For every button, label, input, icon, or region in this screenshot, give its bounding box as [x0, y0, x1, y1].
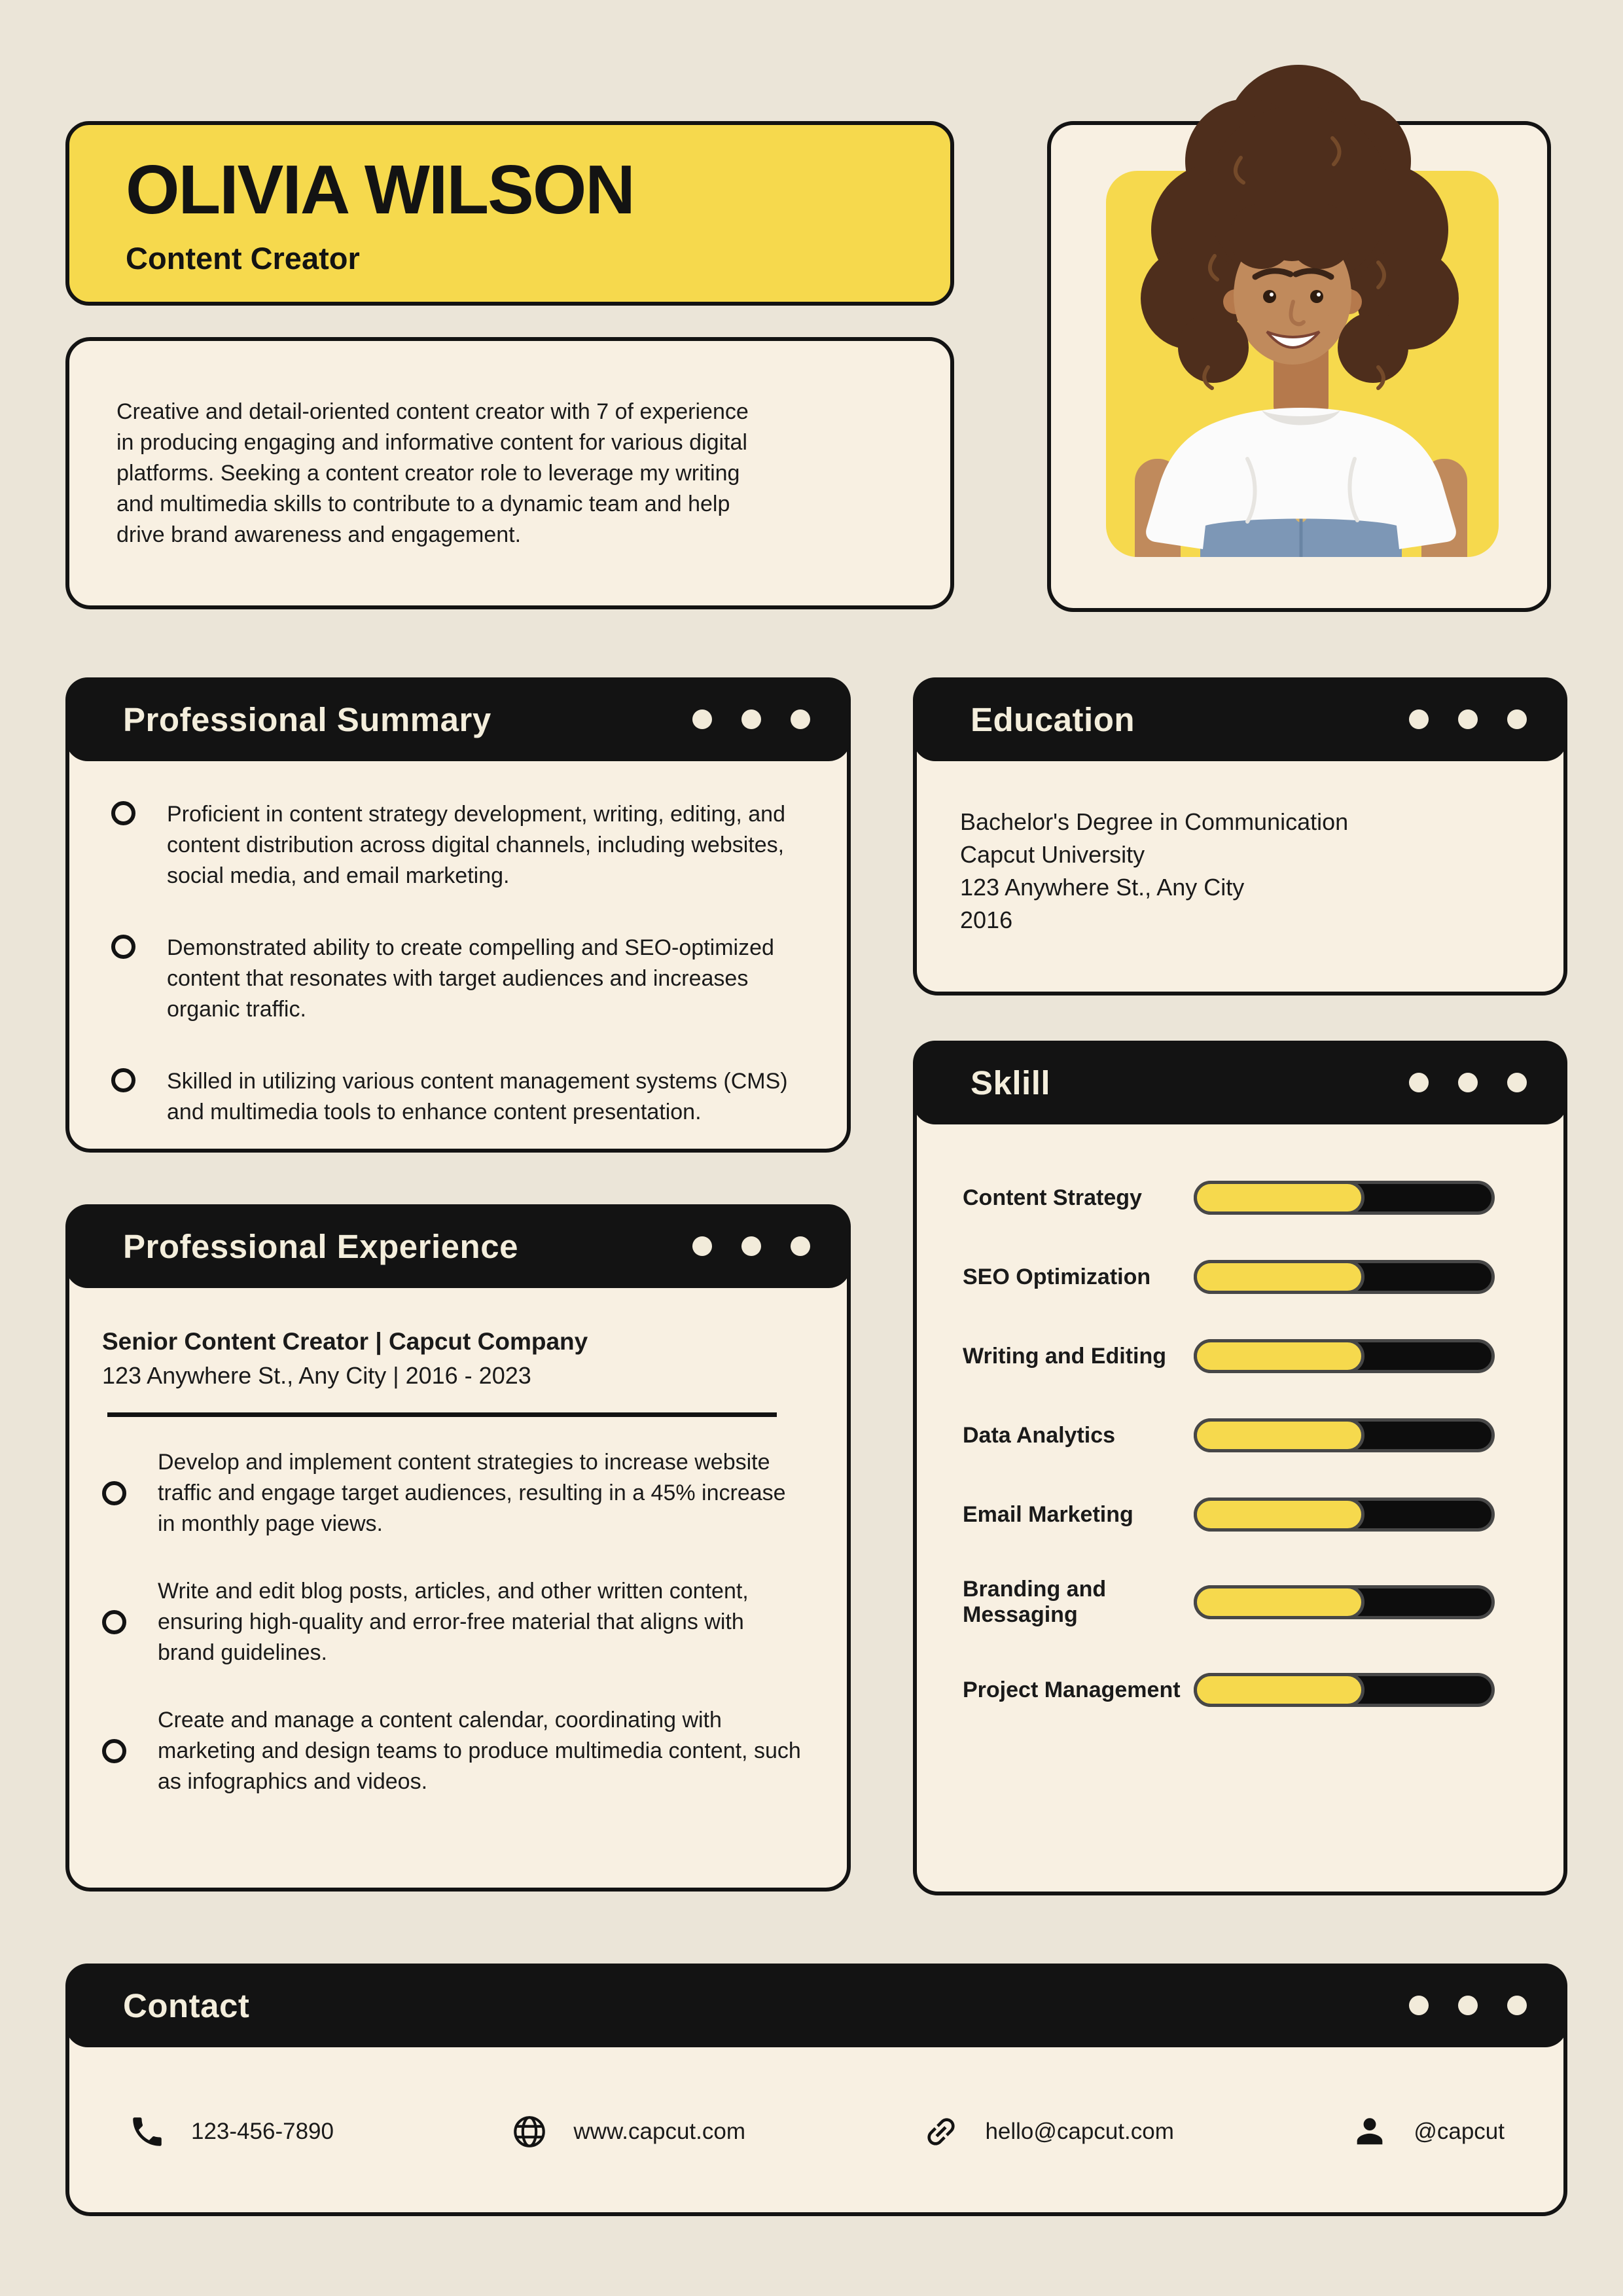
person-name: OLIVIA WILSON — [126, 151, 634, 228]
contact-handle — [1351, 2113, 1505, 2151]
skill-progress-fill — [1194, 1339, 1364, 1373]
window-dot-icon — [1507, 1073, 1527, 1092]
summary-bullet-list — [111, 799, 794, 1128]
bullet-ring-icon — [102, 1739, 126, 1763]
list-item — [111, 933, 794, 1025]
skill-progress-fill — [1194, 1498, 1364, 1532]
skill-row — [963, 1339, 1495, 1373]
skill-label: SEO Optimization — [963, 1264, 1151, 1289]
skill-progress-bar — [1194, 1339, 1495, 1373]
section-title: Sklill — [971, 1064, 1051, 1102]
about-text: Creative and detail-oriented content creator with 7 of experience in producing engaging and informative content for various digital platforms. Seeking a content creator role to leverage my writing and multimedia skills to contribute to a dynamic team and help drive brand awareness and engagement. — [116, 399, 749, 547]
link-icon — [922, 2113, 960, 2151]
contact-email — [922, 2113, 1173, 2151]
bullet-text: Write and edit blog posts, articles, and other written content, ensuring high-quality and error-free material that aligns with brand guidelines. — [158, 1579, 749, 1665]
window-dot-icon — [741, 709, 761, 729]
list-item — [102, 1447, 806, 1539]
name-card — [65, 121, 954, 306]
user-icon — [1351, 2113, 1389, 2151]
about-card — [65, 337, 954, 609]
contact-phone-text: 123-456-7890 — [191, 2119, 334, 2144]
globe-icon — [510, 2113, 548, 2151]
window-dot-icon — [741, 1236, 761, 1256]
section-title: Professional Summary — [123, 700, 491, 738]
bullet-ring-icon — [111, 1068, 135, 1092]
window-dots — [692, 1236, 810, 1256]
window-dot-icon — [1507, 709, 1527, 729]
window-dots — [692, 709, 810, 729]
skill-row — [963, 1498, 1495, 1532]
list-item — [111, 799, 794, 891]
skill-progress-fill — [1194, 1181, 1364, 1215]
contact-website-text: www.capcut.com — [573, 2119, 745, 2144]
skill-progress-fill — [1194, 1260, 1364, 1294]
experience-role: Senior Content Creator | Capcut Company — [102, 1328, 588, 1355]
education-year: 2016 — [960, 906, 1013, 933]
window-dots — [1409, 709, 1527, 729]
skill-progress-fill — [1194, 1585, 1364, 1619]
skill-label: Writing and Editing — [963, 1343, 1166, 1369]
experience-section — [65, 1204, 851, 1892]
skill-row — [963, 1577, 1495, 1628]
education-section — [913, 677, 1567, 996]
skill-progress-bar — [1194, 1498, 1495, 1532]
job-title: Content Creator — [126, 241, 360, 276]
skill-progress-bar — [1194, 1673, 1495, 1707]
window-dot-icon — [1409, 1073, 1429, 1092]
list-item — [102, 1705, 806, 1797]
contact-email-text: hello@capcut.com — [985, 2119, 1174, 2144]
bullet-text: Skilled in utilizing various content management systems (CMS) and multimedia tools to enhance content presentation. — [167, 1069, 788, 1124]
skill-row — [963, 1673, 1495, 1707]
skill-label: Data Analytics — [963, 1422, 1116, 1448]
skills-section — [913, 1041, 1567, 1895]
photo-card — [1047, 121, 1551, 612]
education-degree: Bachelor's Degree in Communication — [960, 808, 1349, 835]
list-item — [111, 1066, 794, 1128]
bullet-text: Develop and implement content strategies to increase website traffic and engage target audiences, resulting in a 45% increase in monthly page views. — [158, 1450, 786, 1536]
bullet-text: Create and manage a content calendar, coordinating with marketing and design teams to produce multimedia content, such as infographics and videos. — [158, 1708, 801, 1794]
window-dot-icon — [1458, 1996, 1478, 2015]
experience-bullet-list — [102, 1447, 806, 1797]
professional-summary-section — [65, 677, 851, 1153]
contact-phone — [128, 2113, 334, 2151]
contact-handle-text: @capcut — [1414, 2119, 1505, 2144]
skill-label: Project Management — [963, 1677, 1181, 1702]
phone-icon — [128, 2113, 166, 2151]
education-school: Capcut University — [960, 841, 1145, 868]
window-dot-icon — [791, 1236, 810, 1256]
section-title: Contact — [123, 1986, 250, 2024]
window-dot-icon — [692, 1236, 712, 1256]
window-dots — [1409, 1996, 1527, 2015]
window-dots — [1409, 1073, 1527, 1092]
window-dot-icon — [692, 709, 712, 729]
skill-progress-bar — [1194, 1418, 1495, 1452]
professional-summary-header — [65, 677, 851, 761]
skill-progress-fill — [1194, 1673, 1364, 1707]
window-dot-icon — [1409, 1996, 1429, 2015]
skill-progress-bar — [1194, 1181, 1495, 1215]
skill-progress-fill — [1194, 1418, 1364, 1452]
experience-header — [65, 1204, 851, 1288]
bullet-ring-icon — [111, 801, 135, 825]
skill-label: Content Strategy — [963, 1185, 1142, 1210]
bullet-ring-icon — [111, 935, 135, 959]
skill-label: Branding and Messaging — [963, 1577, 1107, 1627]
window-dot-icon — [1458, 1073, 1478, 1092]
contact-header — [65, 1964, 1567, 2047]
contact-website — [510, 2113, 745, 2151]
contact-section — [65, 1964, 1567, 2216]
divider — [107, 1412, 777, 1417]
skill-row — [963, 1418, 1495, 1452]
skill-row — [963, 1181, 1495, 1215]
window-dot-icon — [1507, 1996, 1527, 2015]
education-address: 123 Anywhere St., Any City — [960, 874, 1245, 901]
bullet-ring-icon — [102, 1610, 126, 1634]
section-title: Professional Experience — [123, 1227, 518, 1265]
window-dot-icon — [1409, 709, 1429, 729]
skills-header — [913, 1041, 1567, 1124]
list-item — [102, 1576, 806, 1668]
bullet-text: Proficient in content strategy development, writing, editing, and content distribution across digital channels, including websites, social media, and email marketing. — [167, 802, 785, 888]
bullet-ring-icon — [102, 1481, 126, 1505]
skill-progress-bar — [1194, 1260, 1495, 1294]
skill-row — [963, 1260, 1495, 1294]
section-title: Education — [971, 700, 1135, 738]
skill-label: Email Marketing — [963, 1501, 1133, 1527]
window-dot-icon — [1458, 709, 1478, 729]
education-header — [913, 677, 1567, 761]
experience-meta: 123 Anywhere St., Any City | 2016 - 2023 — [102, 1362, 531, 1389]
contact-items — [128, 2051, 1505, 2212]
portrait-photo — [1051, 40, 1555, 619]
window-dot-icon — [791, 709, 810, 729]
skill-progress-bar — [1194, 1585, 1495, 1619]
bullet-text: Demonstrated ability to create compelling and SEO-optimized content that resonates with target audiences and increases organic traffic. — [167, 935, 774, 1022]
